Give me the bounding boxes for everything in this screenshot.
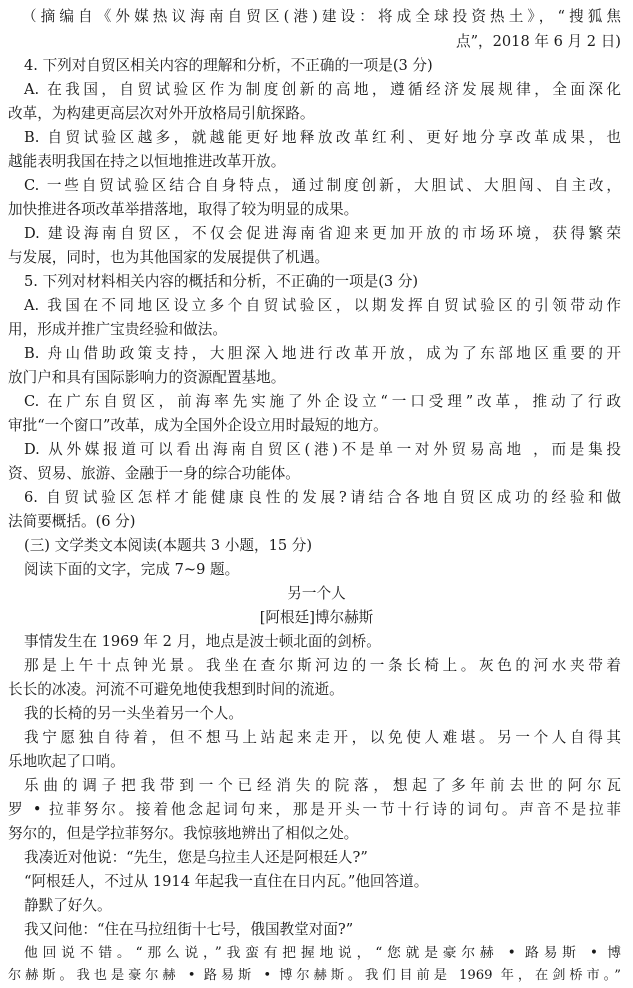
- question-4-option-c-line-1: C. 一些自贸试验区结合自身特点，通过制度创新，大胆试、大胆闯、自主改，: [24, 177, 621, 194]
- question-5-option-b-line-2: 放门户和具有国际影响力的资源配置基地。: [8, 369, 286, 386]
- question-5-option-c-line-2: 审批“一个窗口”改革，成为全国外企设立用时最短的地方。: [8, 417, 388, 434]
- question-4-option-b-line-2: 越能表明我国在持之以恒地推进改革开放。: [8, 153, 286, 170]
- story-paragraph-4-line-1: 我宁愿独自待着，但不想马上站起来走开，以免使人难堪。另一个人自得其: [24, 729, 621, 746]
- source-citation-line-2: 点”，2018 年 6 月 2 日): [455, 33, 621, 50]
- question-4-option-a-line-2: 改革，为构建更高层次对外开放格局引航探路。: [8, 105, 315, 122]
- source-citation-line-1: （摘编自《外媒热议海南自贸区(港)建设：将成全球投资热土》，“搜狐焦: [22, 8, 621, 25]
- story-paragraph-3: 我的长椅的另一头坐着另一个人。: [24, 705, 243, 722]
- story-paragraph-7: “阿根廷人，不过从 1914 年起我一直住在日内瓦。”他回答道。: [24, 873, 429, 890]
- question-5-option-a-line-1: A. 我国在不同地区设立多个自贸试验区，以期发挥自贸试验区的引领带动作: [24, 297, 621, 314]
- section-3-heading: (三) 文学类文本阅读(本题共 3 小题，15 分): [24, 537, 313, 554]
- story-paragraph-2-line-1: 那是上午十点钟光景。我坐在查尔斯河边的一条长椅上。灰色的河水夹带着: [24, 657, 621, 674]
- question-5-option-d-line-2: 资、贸易、旅游、金融于一身的综合功能体。: [8, 465, 300, 482]
- story-paragraph-9: 我又问他：“住在马拉纽街十七号，俄国教堂对面?”: [24, 921, 354, 938]
- story-paragraph-6: 我凑近对他说：“先生，您是乌拉圭人还是阿根廷人?”: [24, 849, 368, 866]
- story-paragraph-5-line-1: 乐曲的调子把我带到一个已经消失的院落，想起了多年前去世的阿尔瓦: [24, 777, 621, 794]
- question-4-option-d-line-2: 与发展，同时，也为其他国家的发展提供了机遇。: [8, 249, 330, 266]
- story-paragraph-10-line-1: 他回说不错。“那么说，”我蛮有把握地说，“您就是豪尔赫 • 路易斯 • 博: [24, 945, 621, 961]
- question-5-option-d-line-1: D. 从外媒报道可以看出海南自贸区(港)不是单一对外贸易高地 ，而是集投: [24, 441, 621, 458]
- story-author: [阿根廷]博尔赫斯: [259, 609, 374, 626]
- question-6-line-1: 6. 自贸试验区怎样才能健康良性的发展?请结合各地自贸区成功的经验和做: [24, 489, 621, 506]
- question-5-option-a-line-2: 用，形成并推广宝贵经验和做法。: [8, 321, 227, 338]
- story-paragraph-1: 事情发生在 1969 年 2 月，地点是波士顿北面的剑桥。: [24, 633, 381, 650]
- question-4-option-d-line-1: D. 建设海南自贸区，不仅会促进海南省迎来更加开放的市场环境，获得繁荣: [24, 225, 621, 242]
- story-paragraph-5-line-3: 努尔的，但是学拉菲努尔。我惊骇地辨出了相似之处。: [8, 825, 359, 842]
- question-6-line-2: 法简要概括。(6 分): [8, 513, 136, 530]
- story-paragraph-5-line-2: 罗 • 拉菲努尔。接着他念起词句来，那是开头一节十行诗的词句。声音不是拉菲: [8, 801, 621, 818]
- question-4-stem: 4. 下列对自贸区相关内容的理解和分析，不正确的一项是(3 分): [24, 57, 433, 74]
- story-paragraph-4-line-2: 乐地吹起了口哨。: [8, 753, 125, 770]
- question-4-option-a-line-1: A. 在我国，自贸试验区作为制度创新的高地，遵循经济发展规律，全面深化: [24, 81, 621, 98]
- story-paragraph-10-line-2: 尔赫斯。我也是豪尔赫 • 路易斯 • 博尔赫斯。我们目前是 1969 年，在剑桥市。”: [8, 968, 621, 983]
- question-4-option-c-line-2: 加快推进各项改革举措落地，取得了较为明显的成果。: [8, 201, 359, 218]
- section-3-instruction: 阅读下面的文字，完成 7~9 题。: [24, 561, 240, 578]
- story-paragraph-2-line-2: 长长的冰凌。河流不可避免地使我想到时间的流逝。: [8, 681, 344, 698]
- question-5-option-b-line-1: B. 舟山借助政策支持，大胆深入地进行改革开放，成为了东部地区重要的开: [24, 345, 621, 362]
- story-title: 另一个人: [287, 585, 346, 602]
- question-4-option-b-line-1: B. 自贸试验区越多，就越能更好地释放改革红利、更好地分享改革成果，也: [24, 129, 621, 146]
- question-5-stem: 5. 下列对材料相关内容的概括和分析，不正确的一项是(3 分): [24, 273, 419, 290]
- question-5-option-c-line-1: C. 在广东自贸区，前海率先实施了外企设立“一口受理”改革，推动了行政: [24, 393, 621, 410]
- story-paragraph-8: 静默了好久。: [24, 897, 112, 914]
